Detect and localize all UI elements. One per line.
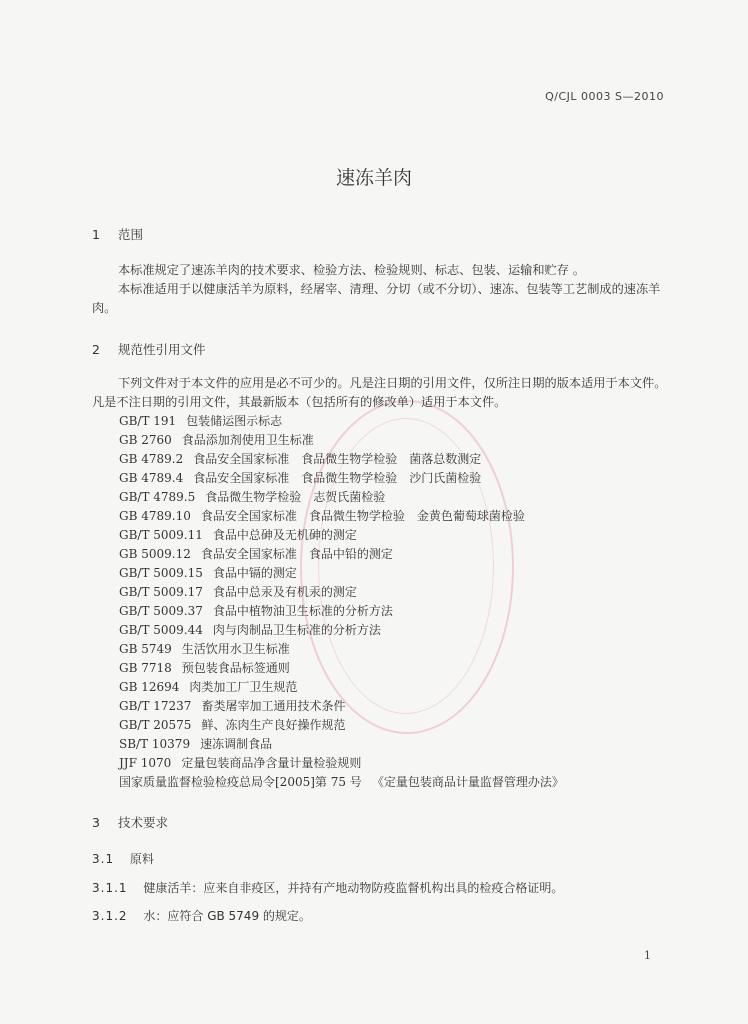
- section-heading-requirements: [92, 813, 168, 831]
- reference-item: GB 4789.10 食品安全国家标准 食品微生物学检验 金黄色葡萄球菌检验: [119, 509, 525, 523]
- reference-item: GB 7718 预包装食品标签通则: [119, 661, 290, 675]
- reference-item: GB/T 5009.15 食品中镉的测定: [119, 566, 297, 580]
- clause-3-1-2: 3.1.2 水：应符合 GB 5749 的规定。: [92, 909, 311, 923]
- references-intro: 下列文件对于本文件的应用是必不可少的。凡是注日期的引用文件，仅所注日期的版本适用于本文件。凡是不注日期的引用文件，其最新版本（包括所有的修改单）适用于本文件。: [92, 376, 667, 409]
- reference-list: [119, 412, 564, 792]
- reference-item: GB/T 5009.17 食品中总汞及有机汞的测定: [119, 585, 357, 599]
- clause-3-1-1: 3.1.1 健康活羊：应来自非疫区，并持有产地动物防疫监督机构出具的检疫合格证明。: [92, 881, 564, 895]
- document-code: Q/CJL 0003 S—2010: [545, 90, 664, 103]
- section-title: 技术要求: [117, 815, 168, 830]
- reference-item: SB/T 10379 速冻调制食品: [119, 737, 273, 751]
- page-title: 速冻羊肉: [335, 167, 412, 189]
- reference-item: GB/T 20575 鲜、冻肉生产良好操作规范: [119, 718, 346, 732]
- reference-item: GB 5749 生活饮用水卫生标准: [119, 642, 290, 656]
- reference-item: GB 12694 肉类加工厂卫生规范: [119, 680, 298, 694]
- reference-item: GB 2760 食品添加剂使用卫生标准: [119, 433, 314, 447]
- section-title: 规范性引用文件: [117, 342, 206, 357]
- reference-item: GB/T 17237 畜类屠宰加工通用技术条件: [119, 699, 346, 713]
- reference-item: GB/T 5009.11 食品中总砷及无机砷的测定: [119, 528, 357, 542]
- section-number: 1: [92, 227, 100, 242]
- section-title: 范围: [117, 227, 143, 242]
- scope-paragraph-1: 本标准规定了速冻羊肉的技术要求、检验方法、检验规则、标志、包装、运输和贮存 。: [118, 263, 585, 277]
- section-heading-scope: [92, 225, 143, 243]
- section-number: 2: [92, 342, 100, 357]
- reference-item: GB/T 191 包装储运图示标志: [119, 414, 283, 428]
- reference-item: GB 4789.4 食品安全国家标准 食品微生物学检验 沙门氏菌检验: [119, 471, 482, 485]
- section-number: 3: [92, 815, 100, 830]
- reference-item: GB 4789.2 食品安全国家标准 食品微生物学检验 菌落总数测定: [119, 452, 482, 466]
- reference-item: GB 5009.12 食品安全国家标准 食品中铅的测定: [119, 547, 393, 561]
- scope-paragraph-2: 本标准适用于以健康活羊为原料，经屠宰、清理、分切（或不分切）、速冻、包装等工艺制成的速冻羊肉。: [92, 282, 661, 315]
- page-number: 1: [644, 949, 651, 962]
- reference-item: JJF 1070 定量包装商品净含量计量检验规则: [119, 756, 362, 770]
- reference-item: 国家质量监督检验检疫总局令[2005]第 75 号 《定量包装商品计量监督管理办法》: [119, 775, 564, 789]
- reference-item: GB/T 5009.44 肉与肉制品卫生标准的分析方法: [119, 623, 381, 637]
- subsection-heading-raw-materials: 3.1 原料: [92, 852, 154, 866]
- reference-item: GB/T 5009.37 食品中植物油卫生标准的分析方法: [119, 604, 393, 618]
- reference-item: GB/T 4789.5 食品微生物学检验 志贺氏菌检验: [119, 490, 386, 504]
- section-heading-references: [92, 340, 206, 358]
